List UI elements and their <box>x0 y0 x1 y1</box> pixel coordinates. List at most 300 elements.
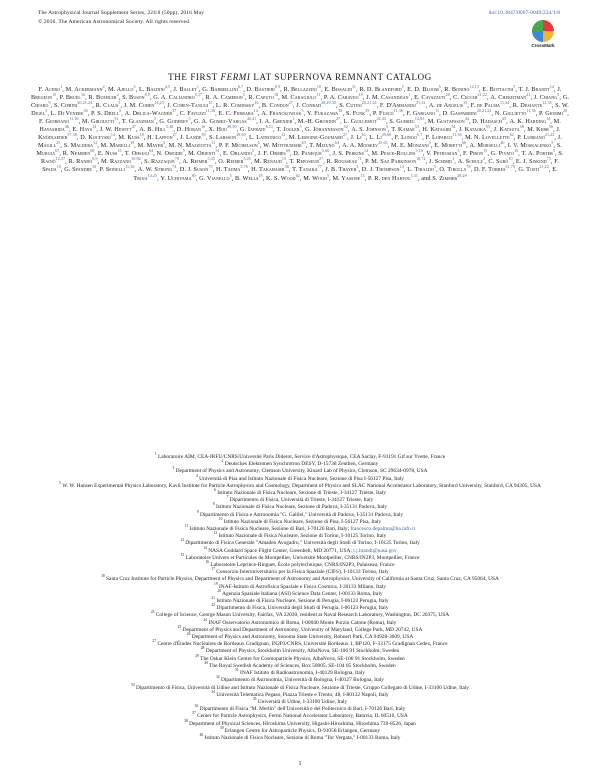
author-affiliation-ref[interactable]: 5 <box>45 108 48 114</box>
author-affiliation-ref[interactable]: 59 <box>201 132 206 138</box>
author-affiliation-ref[interactable]: 64 <box>334 140 339 146</box>
author-name: G. Spandre <box>64 166 92 174</box>
author-name: M. Kerr <box>527 126 549 134</box>
author-affiliation-ref[interactable]: 25 <box>56 140 61 146</box>
author-name: Y. Uchiyama <box>160 174 192 182</box>
author-affiliation-ref[interactable]: 14 <box>110 132 116 138</box>
affiliation-entry <box>30 682 570 692</box>
author-name: T. J. Brandt <box>518 86 550 93</box>
author-name: L. Guillemot <box>343 118 377 126</box>
affiliation-number: 17 <box>211 567 215 572</box>
affiliation-text: Department of Physics and Astronomy, Clemson University, Kinard Lab of Physics, Clemson, SC 29634-0978, USA <box>175 468 428 475</box>
author-name: D. F. Torres <box>473 166 506 174</box>
affiliation-text: Università di Pisa and Istituto Nazionale di Fisica Nucleare, Sezione di Pisa I-56127 Pisa, Italy <box>199 475 404 482</box>
author-affiliation-ref[interactable]: 11,36 <box>452 132 462 138</box>
author-name: E. D. Bloom <box>407 86 439 93</box>
author-affiliation-ref[interactable]: 19 <box>358 91 363 97</box>
affiliation-text: Istituto Nazionale di Fisica Nucleare, Sezione di Padova, I-35131 Padova, Italy <box>216 504 388 511</box>
affiliation-number: 19 <box>214 581 218 586</box>
author-name: A. S. Johnson <box>351 126 386 134</box>
author-affiliation-ref[interactable]: 5 <box>119 108 122 114</box>
affiliation-number: 34 <box>211 689 215 694</box>
author-affiliation-ref[interactable]: 5 <box>257 140 260 146</box>
author-name: M. Hayashida <box>39 118 561 134</box>
author-affiliation-ref[interactable]: 14 <box>399 164 404 170</box>
author-affiliation-ref[interactable]: 11,36 <box>125 164 135 170</box>
affiliation-text: Laboratoire Univers et Particules de Montpellier, Université Montpellier, CNRS/IN2P3, Montpellier, France <box>185 554 420 561</box>
doi-link[interactable]: doi:10.3847/0067-0049/224/1/8 <box>488 10 560 16</box>
author-affiliation-ref[interactable]: 5,66 <box>321 148 330 154</box>
author-affiliation-ref[interactable]: 31,32 <box>416 100 426 106</box>
author-name: M. Renaud <box>254 158 282 166</box>
copyright-notice: © 2016. The American Astronomical Society. All rights reserved. <box>38 19 191 25</box>
author-affiliation-ref[interactable]: 46 <box>64 124 70 130</box>
crossmark-icon <box>532 20 554 42</box>
author-affiliation-ref[interactable]: 2 <box>482 156 486 162</box>
author-affiliation-ref[interactable]: 5 <box>242 91 245 97</box>
author-affiliation-ref[interactable]: 67 <box>55 148 60 154</box>
author-affiliation-ref[interactable]: 40 <box>500 140 505 146</box>
author-affiliation-ref[interactable]: 15 <box>52 91 57 97</box>
author-affiliation-ref[interactable]: 12,35 <box>542 100 552 106</box>
author-affiliation-ref[interactable]: 27 <box>335 116 341 122</box>
author-name: J. B. Thayer <box>325 166 357 174</box>
author-affiliation-ref[interactable]: 18,72 <box>416 156 426 162</box>
author-affiliation-ref[interactable]: 18 <box>273 91 279 97</box>
author-affiliation-ref[interactable]: 25,65 <box>378 140 388 146</box>
author-affiliation-ref[interactable]: 5,48 <box>165 124 174 130</box>
affiliation-number: 8 <box>212 502 215 507</box>
affiliation-number: 26 <box>186 632 191 637</box>
author-name: G. Jóhannesson <box>305 126 344 134</box>
author-affiliation-ref[interactable]: 5,45 <box>243 156 251 162</box>
author-affiliation-ref[interactable]: 38 <box>519 124 524 130</box>
author-affiliation-ref[interactable]: 15 <box>360 172 365 178</box>
author-affiliation-ref[interactable]: 61,79 <box>505 164 515 170</box>
author-affiliation-ref[interactable]: 5 <box>252 148 255 154</box>
author-affiliation-ref[interactable]: 64 <box>149 148 154 154</box>
author-name: F. Giordano <box>39 118 70 126</box>
author-name: G. Godfrey <box>159 118 189 126</box>
author-name: E. Nuss <box>97 150 118 158</box>
author-affiliation-ref[interactable]: 5 <box>433 164 437 170</box>
author-affiliation-ref[interactable]: 14 <box>253 108 258 114</box>
author-affiliation-ref[interactable]: 5 <box>188 116 191 122</box>
author-affiliation-ref[interactable]: 36 <box>83 108 88 114</box>
author-affiliation-ref[interactable]: 10 <box>56 164 61 170</box>
author-affiliation-ref[interactable]: 10 <box>508 156 513 162</box>
author-affiliation-ref[interactable]: 21,22 <box>477 91 487 97</box>
affiliation-text: Agenzia Spaziale Italiana (ASI) Science Data Center, I-00133 Roma, Italy <box>222 590 383 597</box>
author-name: M. Kuss <box>118 134 140 142</box>
author-name: R. A. Cameron <box>205 94 243 102</box>
author-affiliation-ref[interactable]: 1 <box>452 156 455 162</box>
author-affiliation-ref[interactable]: 5 <box>551 140 554 146</box>
affiliation-email-link[interactable]: t.j.brandt@nasa.gov <box>353 547 397 554</box>
author-affiliation-ref[interactable]: 27 <box>288 100 293 106</box>
author-affiliation-ref[interactable]: 5 <box>385 124 388 130</box>
affiliation-number: 22 <box>211 603 216 608</box>
affiliation-text: Deutsches Elektronen Synchrotron DESY, D-15738 Zeuthen, Germany <box>224 461 379 468</box>
author-affiliation-ref[interactable]: 20,21,24 <box>476 108 492 114</box>
author-affiliation-ref[interactable]: 20,21,24 <box>361 100 377 106</box>
affiliation-number: 4 <box>196 473 198 478</box>
author-affiliation-ref[interactable]: 12 <box>93 140 98 146</box>
author-name: H. Laffon <box>147 134 173 142</box>
author-name: S. Rainò <box>41 150 564 166</box>
author-name: P. Bruel <box>59 94 81 102</box>
author-affiliation-ref[interactable]: 52 <box>343 124 348 130</box>
author-affiliation-ref[interactable]: 5 <box>182 148 185 154</box>
author-affiliation-ref[interactable]: 10 <box>91 164 97 170</box>
author-affiliation-ref[interactable]: 1 <box>408 91 411 97</box>
author-affiliation-ref[interactable]: 69 <box>285 148 290 154</box>
author-affiliation-ref[interactable]: 53 <box>414 124 420 130</box>
author-affiliation-ref[interactable]: 42,43 <box>376 116 387 122</box>
author-name: W. Mitthumsiri <box>263 142 302 150</box>
affiliation-entry <box>30 677 570 684</box>
author-name: V. Petrosian <box>426 150 458 158</box>
affiliation-text: Istituto Nazionale di Fisica Nucleare, Sezione di Roma "Tor Vergata," I-00133 Roma, Italy <box>204 734 401 741</box>
affiliation-number: 14 <box>203 545 207 550</box>
author-affiliation-ref[interactable]: 77 <box>317 164 322 170</box>
author-affiliation-ref[interactable]: 29,60 <box>236 132 246 138</box>
affiliation-entry <box>30 576 570 583</box>
author-name: J. Schmid <box>428 158 453 166</box>
affiliation-text: Centre d'Études Nucléaires de Bordeaux Gradignan, IN2P3/CNRS, Université Bordeaux 1, BP120, F-33175 Gradignan Cedex, France <box>157 641 448 648</box>
author-affiliation-ref[interactable]: 5 <box>356 164 359 170</box>
author-affiliation-ref[interactable]: 12,37 <box>55 156 66 162</box>
author-affiliation-ref[interactable]: 78 <box>466 164 471 170</box>
affiliation-entry <box>30 540 570 547</box>
affiliation-entry <box>30 553 570 565</box>
author-affiliation-ref[interactable]: 5 <box>457 148 460 154</box>
author-affiliation-ref[interactable]: 5,31 <box>410 172 418 178</box>
author-affiliation-ref[interactable]: 5 <box>301 108 304 114</box>
author-affiliation-ref[interactable]: 80 <box>191 172 196 178</box>
affiliation-email-link[interactable]: francesco.depalma@ba.infn.it <box>350 526 416 533</box>
affiliation-entry <box>30 468 570 475</box>
author-affiliation-ref[interactable]: 15 <box>117 148 122 154</box>
author-name: J. Bregeon <box>30 86 562 102</box>
affiliation-text: Department of Physical Sciences, Hiroshima University, Higashi-Hiroshima, Hiroshima 739-8526, Japan <box>189 720 416 727</box>
author-affiliation-ref[interactable]: 16 <box>80 91 86 97</box>
author-affiliation-ref[interactable]: 73 <box>546 156 551 162</box>
author-name: R. Desiante <box>512 102 543 110</box>
affiliation-number: 33 <box>131 682 135 687</box>
author-name: G. Barbiellini <box>202 86 238 93</box>
author-affiliation-ref[interactable]: 44 <box>464 116 469 122</box>
author-affiliation-ref[interactable]: 2 <box>163 140 166 146</box>
author-affiliation-ref[interactable]: 70 <box>174 156 180 162</box>
journal-citation: The Astrophysical Journal Supplement Series, 224:8 (50pp), 2016 May <box>38 10 205 16</box>
author-affiliation-ref[interactable]: 37 <box>172 108 177 114</box>
affiliation-text: Center for Particle Astrophysics, Fermi National Accelerator Laboratory, Batavia, IL 60510, USA <box>197 713 408 720</box>
author-affiliation-ref[interactable]: 27 <box>342 132 348 138</box>
author-affiliation-ref[interactable]: 14,81 <box>414 116 425 122</box>
affiliation-entry <box>30 481 570 493</box>
affiliation-entry <box>30 625 570 637</box>
author-affiliation-ref[interactable]: 14 <box>363 148 369 154</box>
author-affiliation-ref[interactable]: 23 <box>526 91 531 97</box>
author-affiliation-ref[interactable]: 20 <box>445 91 450 97</box>
author-affiliation-ref[interactable]: 12 <box>281 132 286 138</box>
author-affiliation-ref[interactable]: 26 <box>254 100 259 106</box>
affiliation-number: 6 <box>214 488 216 493</box>
author-name: M. Ackermann <box>65 86 103 93</box>
author-name: Y. Fukazawa <box>306 110 339 118</box>
author-affiliation-ref[interactable]: 39 <box>365 108 370 114</box>
author-affiliation-ref[interactable]: 14,25 <box>147 172 158 178</box>
author-affiliation-ref[interactable]: 20 <box>563 108 568 114</box>
affiliation-entry <box>30 612 570 619</box>
author-affiliation-ref[interactable]: 5 <box>552 148 556 154</box>
author-affiliation-ref[interactable]: 27 <box>172 132 177 138</box>
author-affiliation-ref[interactable]: 14 <box>92 124 97 130</box>
affiliation-entry <box>30 713 570 720</box>
author-affiliation-ref[interactable]: 62 <box>295 172 300 178</box>
author-name: R. D. Blandford <box>359 86 402 93</box>
affiliation-number: 30 <box>204 661 208 666</box>
author-affiliation-ref[interactable]: 11 <box>351 83 356 89</box>
author-affiliation-ref[interactable]: 62 <box>509 132 514 138</box>
author-affiliation-ref[interactable]: 21,22 <box>539 164 549 170</box>
author-name: S. Guiriec <box>389 118 415 126</box>
author-name: I. A. Grenier <box>259 118 293 126</box>
author-affiliation-ref[interactable]: 5,10 <box>415 148 423 154</box>
author-affiliation-ref[interactable]: 3 <box>133 83 136 89</box>
author-affiliation-ref[interactable]: 6,51 <box>265 124 274 130</box>
author-affiliation-ref[interactable]: 28,29,30 <box>321 100 336 106</box>
affiliation-number: 31 <box>235 668 239 673</box>
author-affiliation-ref[interactable]: 29,60 <box>381 132 392 138</box>
author-affiliation-ref[interactable]: 15 <box>483 148 488 154</box>
author-name: P. Fusco <box>372 110 394 118</box>
author-affiliation-ref[interactable]: 55 <box>486 124 491 130</box>
author-affiliation-ref[interactable]: 31 <box>114 116 119 122</box>
author-name: F. Acero <box>38 86 61 93</box>
affiliation-entry <box>30 589 570 601</box>
author-affiliation-ref[interactable]: 6,7 <box>416 132 423 138</box>
affiliation-text: NASA Goddard Space Flight Center, Greenbelt, MD 20771, USA; <box>208 547 354 554</box>
author-affiliation-ref[interactable]: 5,45 <box>207 156 215 162</box>
author-name: S. Zimmer <box>432 174 458 182</box>
author-affiliation-ref[interactable]: 9 <box>48 100 51 106</box>
author-affiliation-ref[interactable]: 5 <box>428 140 431 146</box>
affiliation-number: 15 <box>180 553 185 558</box>
crossmark-badge[interactable] <box>526 20 560 50</box>
author-affiliation-ref[interactable]: 8,9 <box>144 91 150 97</box>
affiliation-text: Istituto Nazionale di Fisica Nucleare, Sezione di Trieste, I-34127 Trieste, Italy <box>217 490 386 497</box>
affiliation-number: 18 <box>101 574 105 579</box>
author-name: A. Reimer <box>182 158 208 166</box>
author-name: T. A. Porter <box>521 150 553 158</box>
author-name: L. Li <box>369 134 382 142</box>
author-affiliation-ref[interactable]: 10 <box>139 132 144 138</box>
author-affiliation-ref[interactable]: 11 <box>211 140 216 146</box>
author-affiliation-ref[interactable]: 5 <box>513 83 516 89</box>
author-name: M. Razzano <box>100 158 132 166</box>
affiliation-number: 1 <box>154 452 157 457</box>
author-affiliation-ref[interactable]: 4,5 <box>164 83 171 89</box>
author-affiliation-ref[interactable]: 5 <box>229 172 232 178</box>
affiliation-number: 9 <box>196 509 199 514</box>
author-affiliation-ref[interactable]: 19 <box>130 140 135 146</box>
affiliation-text: Santa Cruz Institute for Particle Physics, Department of Physics and Department of Astronomy and Astrophysics, University of California at Santa Cruz, Santa Cruz, CA 95064, USA <box>106 576 499 583</box>
author-affiliation-ref[interactable]: 33 <box>463 100 468 106</box>
author-affiliation-ref[interactable]: 68 <box>90 148 95 154</box>
author-name: D. Kocevski <box>80 134 111 142</box>
author-name: M. Wood <box>303 174 328 182</box>
author-affiliation-ref[interactable]: 5 <box>557 91 560 97</box>
author-affiliation-ref[interactable]: 14 <box>549 83 555 89</box>
author-name: R. Bellazzini <box>283 86 317 93</box>
author-affiliation-ref[interactable]: 11,36 <box>205 108 216 114</box>
author-affiliation-ref[interactable]: 63 <box>301 140 306 146</box>
author-affiliation-ref[interactable]: 12,13 <box>469 83 479 89</box>
affiliation-number: 29 <box>195 653 199 658</box>
author-name: E. Moretti <box>434 142 462 150</box>
author-affiliation-ref[interactable]: 10,82 <box>131 156 141 162</box>
author-affiliation-ref[interactable]: 5 <box>118 100 121 106</box>
author-name: M. N. Lovellette <box>465 134 510 142</box>
author-affiliation-ref[interactable]: 11 <box>316 91 321 97</box>
author-affiliation-ref[interactable]: 8,9 <box>274 83 281 89</box>
author-name: T. Reposeur <box>289 158 319 166</box>
author-affiliation-ref[interactable]: 47 <box>131 124 136 130</box>
author-affiliation-ref[interactable]: 18 <box>258 172 263 178</box>
affiliation-text: Università di Udine, I-33100 Udine, Italy <box>257 698 348 705</box>
author-affiliation-ref[interactable]: 56 <box>548 124 554 130</box>
author-affiliation-ref[interactable]: 75 <box>208 164 213 170</box>
author-name: P. Lubrano <box>517 134 545 142</box>
author-affiliation-ref[interactable]: 66 <box>461 140 467 146</box>
author-name: P. R. den Hartog <box>368 174 411 182</box>
author-affiliation-ref[interactable]: 45 <box>501 116 507 122</box>
author-affiliation-ref[interactable]: 28,29 <box>457 172 467 178</box>
affiliation-text: Department of Physics and Astronomy, Sonoma State University, Rohnert Park, CA 94928-3609, USA <box>191 634 414 641</box>
author-affiliation-ref[interactable]: 10 <box>316 83 322 89</box>
affiliation-text: Dipartimento di Fisica "M. Merlin" dell'Università e del Politecnico di Bari, I-70126 Bari, Italy <box>199 706 406 713</box>
affiliation-entry <box>30 648 570 655</box>
author-affiliation-ref[interactable]: 57,58 <box>67 132 77 138</box>
author-affiliation-ref[interactable]: 40,41 <box>246 116 257 122</box>
author-name: M. E. Monzani <box>390 142 429 150</box>
author-affiliation-ref[interactable]: 8,9 <box>92 156 98 162</box>
author-name: E. C. Ferrara <box>218 110 254 118</box>
author-name: I. V. Moskalenko <box>507 142 552 150</box>
affiliation-text: College of Science, George Mason University, Fairfax, VA 22030, resident at Naval Research Laboratory, Washington, DC 20375, USA <box>155 612 450 619</box>
author-affiliation-ref[interactable]: 10 <box>514 148 519 154</box>
author-affiliation-ref[interactable]: 6,7 <box>237 83 244 89</box>
author-name: F. Spada <box>42 158 559 174</box>
title-fermi: FERMI <box>220 72 251 82</box>
affiliation-number: 7 <box>226 495 229 500</box>
affiliation-text: Laboratoire AIM, CEA-IRFU/CNRS/Université Paris Diderot, Service d'Astrophysique, CEA Saclay, F-91191 Gif sur Yvette, France <box>158 454 446 460</box>
affiliation-number: 32 <box>216 675 220 680</box>
author-affiliation-ref[interactable]: 5 <box>438 83 441 89</box>
author-affiliation-ref[interactable]: 11,36 <box>69 116 79 122</box>
author-name: E. Troja <box>133 166 558 182</box>
affiliation-number: 28 <box>200 646 205 651</box>
author-name: M. Gustafsson <box>427 118 465 126</box>
author-affiliation-ref[interactable]: 1 <box>292 116 295 122</box>
author-affiliation-ref[interactable]: 11 <box>435 108 440 114</box>
author-name: N. Omodei <box>156 150 183 158</box>
author-affiliation-ref[interactable]: 5 <box>401 83 404 89</box>
author-name: M. Giroletti <box>81 118 115 126</box>
author-affiliation-ref[interactable]: 1 <box>60 83 63 89</box>
author-affiliation-ref[interactable]: 38 <box>338 108 343 114</box>
author-name: S. Funk <box>345 110 366 118</box>
affiliation-entry <box>30 517 570 529</box>
author-name: A. A. Moiseev <box>342 142 379 150</box>
author-name: T. Jogler <box>276 126 300 134</box>
author-affiliation-ref[interactable]: 74 <box>172 164 177 170</box>
author-affiliation-ref[interactable]: 38 <box>284 164 289 170</box>
author-affiliation-ref[interactable]: 1 <box>196 83 199 89</box>
affiliation-text: Istituto Nazionale di Fisica Nucleare, Sezione di Torino, I-10125 Torino, Italy <box>218 533 387 540</box>
author-affiliation-ref[interactable]: 11,34 <box>500 100 510 106</box>
author-affiliation-ref[interactable]: 16 <box>201 124 206 130</box>
author-name: J. Magill <box>38 134 562 150</box>
affiliation-text: INAF Istituto di Radioastronomia, I-40129 Bologna, Italy <box>240 670 365 677</box>
author-name: E. Cavazzuti <box>414 94 446 102</box>
author-name: S. Buson <box>122 94 145 102</box>
author-name: O. Tibolla <box>439 166 467 174</box>
author-name: J. Katsuta <box>493 126 520 134</box>
author-affiliation-ref[interactable]: 2 <box>102 83 105 89</box>
affiliation-number: 10 <box>218 517 223 522</box>
author-affiliation-ref[interactable]: 20,21,24 <box>77 100 93 106</box>
author-affiliation-ref[interactable]: 15 <box>281 156 287 162</box>
author-affiliation-ref[interactable]: 49,50 <box>227 124 237 130</box>
affiliation-number: 25 <box>177 625 182 630</box>
author-affiliation-ref[interactable]: 31 <box>215 148 220 154</box>
author-affiliation-ref[interactable]: 5,17 <box>194 91 203 97</box>
author-affiliation-ref[interactable]: 71 <box>357 156 362 162</box>
author-name: T. Kamae <box>391 126 415 134</box>
author-name: D. Gasparrini <box>442 110 477 118</box>
author-affiliation-ref[interactable]: 61 <box>361 132 366 138</box>
author-name: J. Kataoka <box>458 126 487 134</box>
author-affiliation-ref[interactable]: 14,25 <box>154 100 164 106</box>
affiliation-entry <box>30 735 570 742</box>
author-list: F. Acero$^1$, M. Ackermann$^2$, M. Ajello$^3$, L. Baldini$^{4,5}$, J. Ballet$^1$, G. Barbiellini$^{6,7}$, D. Bastieri$^{8,9}$, R. Bellazzini$^{10}$, E. Bissaldi$^{11}$, R. D. Blandford$^5$, E. D. Bloom$^5$, R. Bonino$^{12,13}$, E. Bottacini$^5$, T. J. Brandt$^{14}$, J. Bregeon$^{15}$, P. Bruel$^{16}$, R. Buehler$^2$, S. Buson$^{8,9}$, G. A. Caliandro$^{5,17}$, R. A. Cameron$^5$, R. Caputo$^{18}$, M. Caragiulo$^{11}$, P. A. Caraveo$^{19}$, J. M. Casandjian$^1$, E. Cavazzuti$^{20}$, C. Cecchi$^{21,22}$, A. Chekhtman$^{23}$, J. Chiang$^5$, G. Chiaro$^9$, S. Ciprini$^{20,21,24}$, R. Claus$^5$, J. M. Cohen$^{14,25}$, J. Cohen-Tanugi$^{15}$, L. R. Cominsky$^{26}$, B. Condon$^{27}$, J. Conrad$^{28,29,30}$, S. Cutini$^{20,21,24}$, F. D'Ammando$^{31,32}$, A. de Angelis$^{33}$, F. de Palma$^{11,34}$, R. Desiante$^{12,35}$, S. W. Digel$^5$, L. Di Venere$^{36}$, P. S. Drell$^5$, A. Drlica-Wagner$^{37}$, C. Favuzzi$^{11,36}$, E. C. Ferrara$^{14}$, A. Franckowiak$^5$, Y. Fukazawa$^{38}$, S. Funk$^{39}$, P. Fusco$^{11,36}$, F. Gargano$^{11}$, D. Gasparrini$^{20,21,24}$, N. Giglietto$^{11,36}$, P. Giommi$^{20}$, F. Giordano$^{11,36}$, M. Giroletti$^{31}$, T. Glanzman$^5$, G. Godfrey$^5$, G. A. Gomez-Vargas$^{40,41}$, I. A. Grenier$^1$, M.-H. Grondin$^{27}$, L. Guillemot$^{42,43}$, S. Guiriec$^{14,81}$, M. Gustafsson$^{44}$, D. Hadasch$^{45}$, A. K. Harding$^{14}$, M. Hayashida$^{46}$, E. Hays$^{14}$, J. W. Hewitt$^{47}$, A. B. Hill$^{5,48}$, D. Horan$^{16}$, X. Hou$^{49,50}$, G. Iafrate$^{6,51}$, T. Jogler$^5$, G. Jóhannesson$^{52}$, A. S. Johnson$^5$, T. Kamae$^{53}$, H. Katagiri$^{54}$, J. Kataoka$^{55}$, J. Katsuta$^{38}$, M. Kerr$^{56}$, J. Knödlseder$^{57,58}$, D. Kocevski$^{14}$, M. Kuss$^{10}$, H. Laffon$^{27}$, J. Lande$^{59}$, S. Larsson$^{29,60}$, L. Latronico$^{12}$, M. Lemoine-Goumard$^{27}$, J. Li$^{61}$, L. Li$^{29,60}$, F. Longo$^{6,7}$, F. Loparco$^{11,36}$, M. N. Lovellette$^{62}$, P. Lubrano$^{21,22}$, J. Magill$^{25}$, S. Maldera$^{12}$, M. Marelli$^{19}$, M. Mayer$^2$, M. N. Mazziotta$^{11}$, P. F. Michelson$^5$, W. Mitthumsiri$^{63}$, T. Mizuno$^{64}$, A. A. Moiseev$^{25,65}$, M. E. Monzani$^5$, E. Moretti$^{66}$, A. Morselli$^{40}$, I. V. Moskalenko$^5$, S. Murgia$^{67}$, R. Nemmen$^{68}$, E. Nuss$^{15}$, T. Ohsugi$^{64}$, N. Omodei$^5$, M. Orienti$^{31}$, E. Orlando$^5$, J. F. Ormes$^{69}$, D. Paneque$^{5,66}$, J. S. Perkins$^{14}$, M. Pesce-Rollins$^{5,10}$, V. Petrosian$^5$, F. Piron$^{15}$, G. Pivato$^{10}$, T. A. Porter$^5$, S. Rainò$^{12,37}$, R. Rando$^{8,9}$, M. Razzano$^{10,82}$, S. Razzaque$^{70}$, A. Reimer$^{5,45}$, O. Reimer$^{5,45}$, M. Renaud$^{15}$, T. Reposeur$^{27}$, R. Rousseau$^{71}$, P. M. Saz Parkinson$^{18,72}$, J. Schmid$^1$, A. Schulz$^2$, C. Sgrò$^{10}$, E. J. Siskind$^{73}$, F. Spada$^{10}$, G. Spandre$^{10}$, P. Spinelli$^{11,36}$, A. W. Strong$^{74}$, D. J. Suson$^{75}$, H. Tajima$^{5,76}$, H. Takahashi$^{38}$, T. Tanaka$^{77}$, J. B. Thayer$^5$, D. J. Thompson$^{14}$, L. Tibaldo$^5$, O. Tibolla$^{78}$, D. F. Torres$^{61,79}$, G. Tosti$^{21,22}$, E. Troja$^{14,25}$, Y. Uchiyama$^{80}$, G. Vianello$^5$, B. Wells$^{18}$, K. S. Wood$^{62}$, M. Wood$^5$, M. Yassine$^{15}$, P. R. den Hartog$^{5,31}$, and S. Zimmer$^{28,29}$ <box>30 83 569 182</box>
author-affiliation-ref[interactable]: 5 <box>327 172 330 178</box>
author-affiliation-ref[interactable]: 2 <box>116 91 119 97</box>
author-name: D. Bastieri <box>246 86 275 93</box>
author-name: G. Chiaro <box>31 94 569 110</box>
author-affiliation-ref[interactable]: 27 <box>318 156 324 162</box>
author-name: S. W. Digel <box>31 102 569 118</box>
affiliation-number: 23 <box>150 610 155 615</box>
author-affiliation-ref[interactable]: 54 <box>451 124 456 130</box>
author-affiliation-ref[interactable]: 11,36 <box>393 108 404 114</box>
affiliation-text: Dipartimento di Fisica, Università di Udine and Istituto Nazionale di Fisica Nucleare, Sezione di Trieste, Gruppo Collegato di Udine, I-33100 Udine, Italy <box>136 684 469 691</box>
author-affiliation-ref[interactable]: 11,36 <box>526 108 536 114</box>
author-affiliation-ref[interactable]: 5 <box>153 116 157 122</box>
author-name: S. Larsson <box>208 134 237 142</box>
author-affiliation-ref[interactable]: 5,76 <box>240 164 248 170</box>
author-name: C. Cecchi <box>453 94 478 102</box>
author-name: C. Sgrò <box>488 158 509 166</box>
author-affiliation-ref[interactable]: 15 <box>208 100 213 106</box>
author-affiliation-ref[interactable]: 5 <box>299 124 302 130</box>
author-affiliation-ref[interactable]: 14 <box>546 116 551 122</box>
author-name: E. Bissaldi <box>324 86 352 93</box>
author-affiliation-ref[interactable]: 21,22 <box>544 132 555 138</box>
